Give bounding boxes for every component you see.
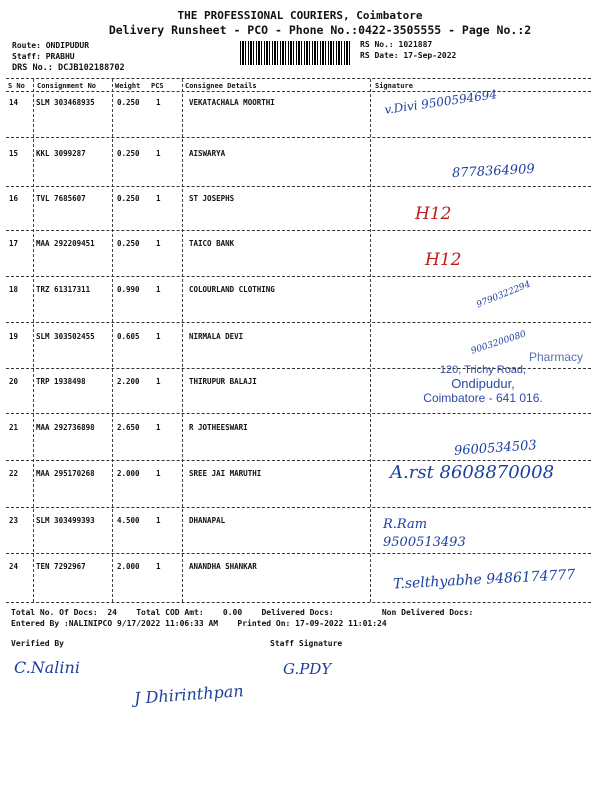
row-weight: 0.250 [117,98,140,107]
row-pcs: 1 [156,516,161,525]
row-divider [6,137,591,138]
row-weight: 0.990 [117,285,140,294]
row-consignee: SREE JAI MARUTHI [189,469,262,478]
signature-row-21: 9600534503 [453,438,538,459]
table-row [0,98,600,110]
signature-row-17: H12 [425,250,462,270]
entered-by-line: Entered By :NALINIPCO 9/17/2022 11:06:33 AM Printed On: 17-09-2022 11:01:24 [11,619,387,628]
row-sno: 19 [9,332,19,341]
row-sno: 14 [9,98,19,107]
row-consignee: VEKATACHALA MOORTHI [189,98,275,107]
row-consignee: ST JOSEPHS [189,194,235,203]
staff-signature-label: Staff Signature [270,639,343,648]
table-header-rule [6,91,591,92]
row-divider [6,553,591,554]
row-pcs: 1 [156,469,161,478]
row-pcs: 1 [156,423,161,432]
signature-row-19: 9003200080 [469,329,528,357]
row-weight: 2.000 [117,469,140,478]
col-header-pcs: PCS [151,82,164,90]
row-consignee: TAICO BANK [189,239,235,248]
table-row [0,516,600,528]
table-row [0,194,600,206]
verified-signature: C.Nalini [14,658,80,677]
row-consignee: ANANDHA SHANKAR [189,562,257,571]
table-row [0,149,600,161]
staff-label: Staff: PRABHU [12,52,75,61]
document-title: THE PROFESSIONAL COURIERS, Coimbatore [177,9,423,22]
row-consignment: MAA 292736898 [36,423,95,432]
route-label: Route: ONDIPUDUR [12,41,90,50]
row-divider [6,186,591,187]
staff-signature-2: J Dhirinthpan [133,681,245,708]
row-sno: 17 [9,239,19,248]
staff-signature-1: G.PDY [283,660,332,678]
row-sno: 20 [9,377,19,386]
row-sno: 15 [9,149,19,158]
row-consignment: TRZ 61317311 [36,285,91,294]
table-top-rule [6,78,591,79]
row-consignee: AISWARYA [189,149,226,158]
row-sno: 16 [9,194,19,203]
row-consignment: TRP 1938498 [36,377,86,386]
stamp-line-4: Coimbatore - 641 016. [423,391,543,405]
row-consignee: R JOTHEESWARI [189,423,248,432]
pharmacy-stamp [383,350,583,405]
row-consignment: MAA 292209451 [36,239,95,248]
col-header-weight: Weight [115,82,141,90]
signature-row-15: 8778364909 [451,161,536,182]
row-pcs: 1 [156,285,161,294]
row-consignment: SLM 303499393 [36,516,95,525]
stamp-line-1: Pharmacy [528,350,583,364]
row-pcs: 1 [156,332,161,341]
row-pcs: 1 [156,98,161,107]
row-weight: 2.650 [117,423,140,432]
row-consignee: COLOURLAND CLOTHING [189,285,275,294]
signature-row-24: T.selthyabhe 9486174777 [392,566,576,593]
row-divider [6,230,591,231]
row-weight: 0.250 [117,239,140,248]
row-sno: 24 [9,562,19,571]
row-consignment: TVL 7685607 [36,194,86,203]
row-weight: 0.605 [117,332,140,341]
row-consignment: SLM 303468935 [36,98,95,107]
row-divider [6,276,591,277]
stamp-line-3: Ondipudur, [451,376,515,391]
col-header-consignee: Consignee Details [185,82,257,90]
row-divider [6,322,591,323]
row-weight: 2.000 [117,562,140,571]
row-pcs: 1 [156,377,161,386]
runsheet-subtitle: Delivery Runsheet - PCO - Phone No.:0422-3505555 - Page No.:2 [108,23,532,37]
row-consignee: NIRMALA DEVI [189,332,244,341]
barcode-image [240,41,351,65]
signature-row-22: A.rst 8608870008 [390,462,555,483]
row-consignment: TEN 7292967 [36,562,86,571]
row-consignment: KKL 3099287 [36,149,86,158]
row-pcs: 1 [156,149,161,158]
table-row [0,423,600,435]
row-weight: 0.250 [117,149,140,158]
row-pcs: 1 [156,194,161,203]
row-pcs: 1 [156,239,161,248]
row-pcs: 1 [156,562,161,571]
row-weight: 4.500 [117,516,140,525]
row-consignment: MAA 295170268 [36,469,95,478]
signature-row-23: R.Ram 9500513493 [383,517,466,550]
signature-row-14: v.Divi 9500594694 [383,87,498,117]
signature-row-18: 9790322294 [475,279,533,311]
row-sno: 23 [9,516,19,525]
col-header-sno: S No [8,82,25,90]
row-sno: 21 [9,423,19,432]
drs-number: DRS No.: DCJB102188702 [12,63,125,73]
row-sno: 18 [9,285,19,294]
totals-line: Total No. Of Docs: 24 Total COD Amt: 0.00 Delivered Docs: Non Delivered Docs: [11,608,474,617]
row-divider [6,460,591,461]
row-weight: 0.250 [117,194,140,203]
rs-date: RS Date: 17-Sep-2022 [360,51,457,60]
verified-by-label: Verified By [11,639,64,648]
col-header-consignment: Consignment No [37,82,97,90]
row-divider [6,602,591,603]
table-row [0,239,600,251]
signature-row-16: H12 [415,204,452,224]
row-consignee: THIRUPUR BALAJI [189,377,257,386]
row-consignment: SLM 303502455 [36,332,95,341]
row-weight: 2.200 [117,377,140,386]
row-consignee: DHANAPAL [189,516,226,525]
row-sno: 22 [9,469,19,478]
stamp-line-2: 120, Trichy Road, [439,364,527,376]
col-header-signature: Signature [375,82,413,90]
rs-number: RS No.: 1021887 [360,40,433,49]
row-divider [6,413,591,414]
row-divider [6,507,591,508]
